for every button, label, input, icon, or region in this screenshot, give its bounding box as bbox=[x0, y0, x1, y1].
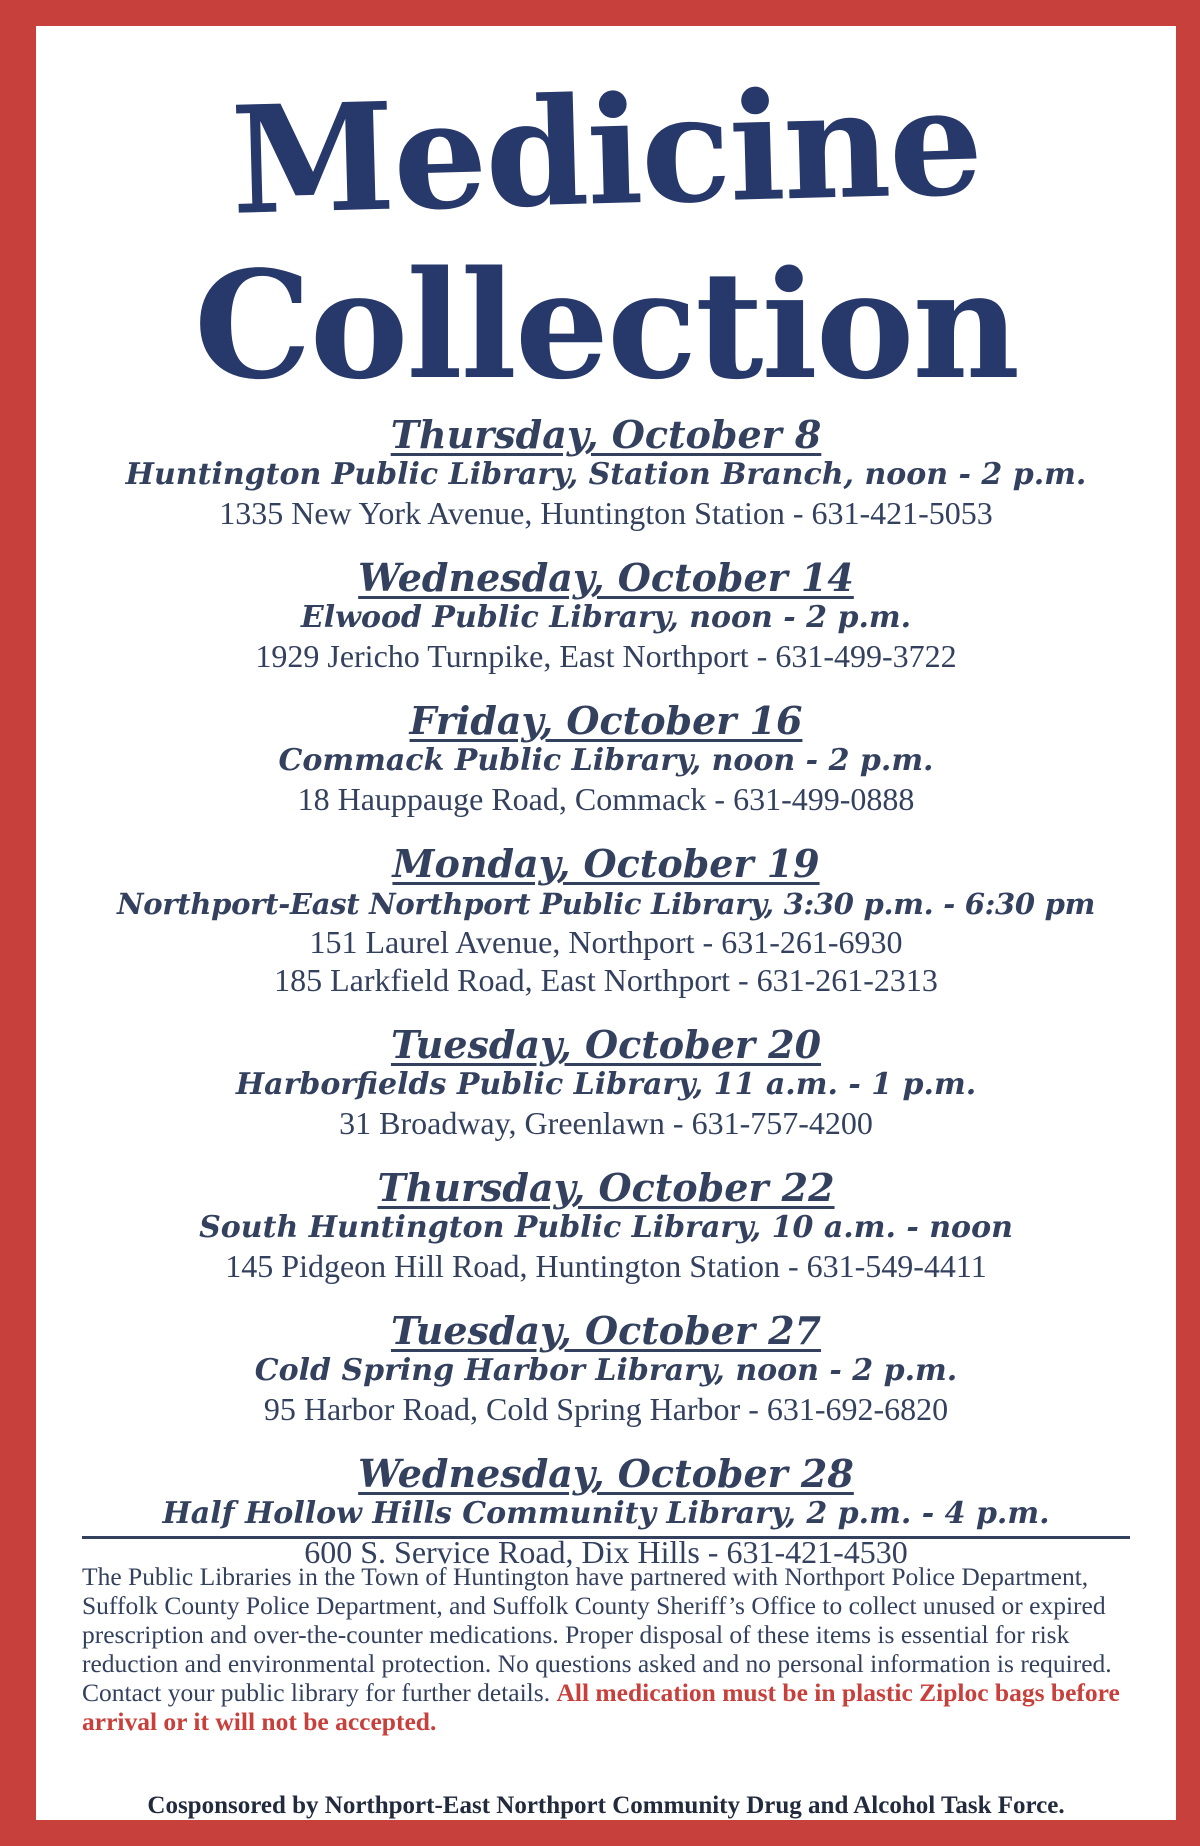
event-address: 1335 New York Avenue, Huntington Station - 631-421-5053 bbox=[219, 495, 993, 531]
event-date: Thursday, October 8 bbox=[390, 412, 822, 457]
divider bbox=[82, 1536, 1130, 1539]
title-collection: Collection bbox=[193, 238, 1019, 412]
event-item bbox=[36, 700, 1176, 818]
event-item bbox=[36, 1167, 1176, 1285]
event-address: 1929 Jericho Turnpike, East Northport - 631-499-3722 bbox=[255, 638, 957, 674]
event-item bbox=[36, 1453, 1176, 1571]
event-address: 18 Hauppauge Road, Commack - 631-499-0888 bbox=[297, 781, 915, 817]
event-address: 145 Pidgeon Hill Road, Huntington Station - 631-549-4411 bbox=[225, 1248, 987, 1284]
event-address: 31 Broadway, Greenlawn - 631-757-4200 bbox=[339, 1105, 873, 1141]
event-item bbox=[36, 843, 1176, 999]
event-date: Thursday, October 22 bbox=[377, 1165, 835, 1210]
event-address: 185 Larkfield Road, East Northport - 631-261-2313 bbox=[274, 962, 938, 998]
event-place: Half Hollow Hills Community Library, 2 p.m. - 4 p.m. bbox=[162, 1496, 1050, 1531]
info-paragraph bbox=[82, 1562, 1130, 1736]
event-item bbox=[36, 1310, 1176, 1428]
event-place: South Huntington Public Library, 10 a.m. - noon bbox=[199, 1210, 1013, 1245]
event-date: Wednesday, October 14 bbox=[358, 555, 854, 600]
event-place: Elwood Public Library, noon - 2 p.m. bbox=[300, 600, 912, 635]
event-place: Cold Spring Harbor Library, noon - 2 p.m. bbox=[254, 1353, 958, 1388]
event-place: Harborfields Public Library, 11 a.m. - 1 p.m. bbox=[235, 1067, 977, 1102]
event-item bbox=[36, 414, 1176, 532]
event-date: Tuesday, October 27 bbox=[390, 1308, 822, 1353]
event-place: Huntington Public Library, Station Branch, noon - 2 p.m. bbox=[125, 457, 1087, 492]
event-address: 600 S. Service Road, Dix Hills - 631-421-4530 bbox=[304, 1534, 908, 1570]
cosponsor-line: Cosponsored by Northport-East Northport Community Drug and Alcohol Task Force. bbox=[147, 1792, 1065, 1819]
warning-text: All medication must be in plastic Ziploc bags before arrival or it will not be accepted. bbox=[82, 1678, 1120, 1736]
event-list bbox=[36, 414, 1176, 1596]
event-date: Monday, October 19 bbox=[392, 841, 820, 886]
event-place: Commack Public Library, noon - 2 p.m. bbox=[278, 743, 934, 778]
poster bbox=[36, 26, 1176, 1820]
event-item bbox=[36, 1024, 1176, 1142]
info-text: The Public Libraries in the Town of Huntington have partnered with Northport Police Department, Suffolk County Police Department, and Suffolk County Sheriff’s Office to collect unused or expired prescription and over-the-counter medications. Proper disposal of these items is essential for risk reduction and environmental protection. No questions asked and no personal information is required. Contact your public library for further details. bbox=[82, 1562, 1112, 1707]
title-medicine: Medicine bbox=[228, 54, 984, 248]
event-date: Tuesday, October 20 bbox=[390, 1022, 822, 1067]
event-address: 151 Laurel Avenue, Northport - 631-261-6930 bbox=[309, 924, 903, 960]
event-address: 95 Harbor Road, Cold Spring Harbor - 631-692-6820 bbox=[263, 1391, 949, 1427]
event-place: Northport-East Northport Public Library, 3:30 p.m. - 6:30 pm bbox=[117, 887, 1095, 921]
event-date: Wednesday, October 28 bbox=[358, 1451, 854, 1496]
event-date: Friday, October 16 bbox=[409, 698, 803, 743]
event-item bbox=[36, 557, 1176, 675]
